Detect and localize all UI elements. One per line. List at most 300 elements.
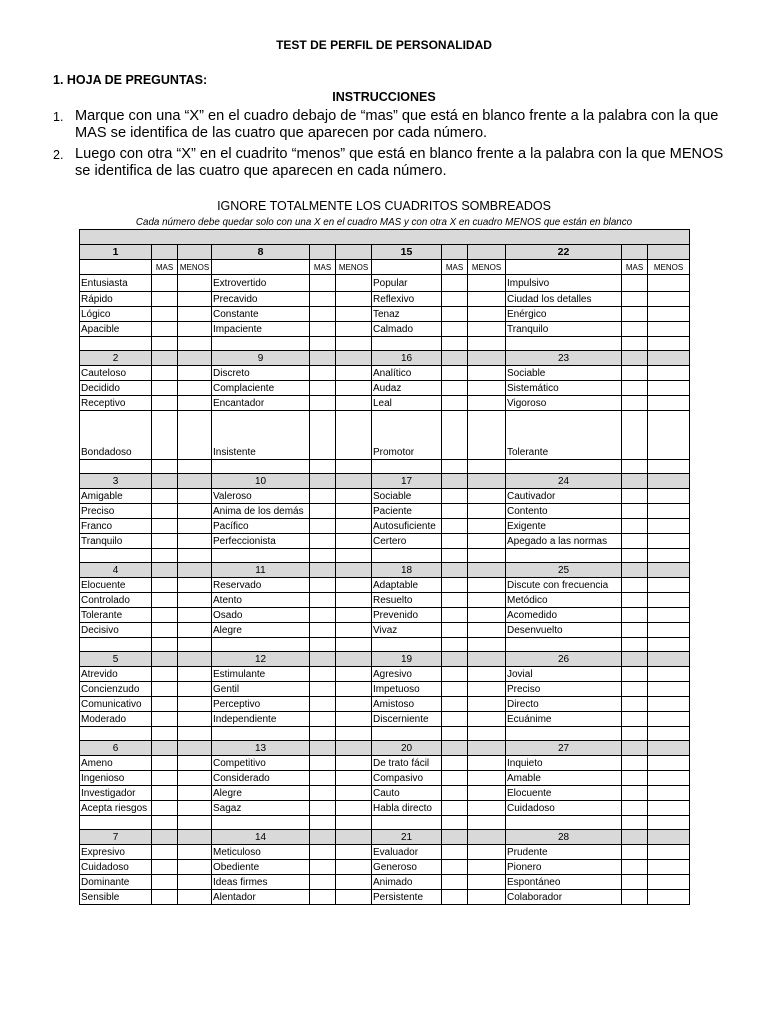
mas-checkbox[interactable]: [442, 411, 468, 460]
mas-checkbox[interactable]: [152, 890, 178, 905]
blank-cell: [152, 727, 178, 741]
blank-cell: [648, 816, 690, 830]
mas-checkbox[interactable]: [442, 489, 468, 504]
mas-checkbox[interactable]: [622, 756, 648, 771]
menos-checkbox[interactable]: [468, 682, 506, 697]
mas-checkbox[interactable]: [442, 366, 468, 381]
menos-checkbox[interactable]: [178, 578, 212, 593]
instructions-list: [53, 108, 733, 184]
blank-cell: [336, 638, 372, 652]
blank-cell: [648, 638, 690, 652]
blank-cell: [622, 727, 648, 741]
shaded-cell: [336, 245, 372, 260]
menos-checkbox[interactable]: [178, 890, 212, 905]
menos-checkbox[interactable]: [178, 682, 212, 697]
mas-checkbox[interactable]: [442, 786, 468, 801]
menos-checkbox[interactable]: [178, 771, 212, 786]
shaded-cell: [442, 741, 468, 756]
mas-checkbox[interactable]: [622, 411, 648, 460]
mas-checkbox[interactable]: [442, 608, 468, 623]
word-label: Comunicativo: [80, 697, 152, 712]
instruction-text: Marque con una “X” en el cuadro debajo de “mas” que está en blanco frente a la palabra con la que MAS se identifica de las cuatro que aparecen por cada número.: [75, 108, 719, 141]
mas-checkbox[interactable]: [442, 292, 468, 307]
mas-checkbox[interactable]: [152, 801, 178, 816]
menos-checkbox[interactable]: [178, 697, 212, 712]
mas-checkbox[interactable]: [622, 623, 648, 638]
menos-checkbox[interactable]: [468, 504, 506, 519]
mas-checkbox[interactable]: [310, 366, 336, 381]
top-shaded-row: [80, 230, 690, 245]
word-label: Discreto: [212, 366, 310, 381]
mas-checkbox[interactable]: [442, 381, 468, 396]
mas-checkbox[interactable]: [310, 756, 336, 771]
header-blank: [212, 260, 310, 275]
menos-checkbox[interactable]: [648, 504, 690, 519]
menos-checkbox[interactable]: [178, 786, 212, 801]
menos-checkbox[interactable]: [336, 275, 372, 292]
menos-checkbox[interactable]: [178, 593, 212, 608]
word-label: Encantador: [212, 396, 310, 411]
menos-checkbox[interactable]: [336, 890, 372, 905]
mas-checkbox[interactable]: [310, 396, 336, 411]
group-number: 3: [80, 474, 152, 489]
menos-checkbox[interactable]: [336, 786, 372, 801]
blank-cell: [622, 337, 648, 351]
word-label: Franco: [80, 519, 152, 534]
mas-checkbox[interactable]: [310, 411, 336, 460]
shaded-cell: [648, 474, 690, 489]
word-label: Tenaz: [372, 307, 442, 322]
menos-checkbox[interactable]: [336, 623, 372, 638]
menos-checkbox[interactable]: [336, 697, 372, 712]
menos-checkbox[interactable]: [468, 845, 506, 860]
word-row: [80, 307, 690, 322]
mas-checkbox[interactable]: [622, 275, 648, 292]
menos-checkbox[interactable]: [468, 489, 506, 504]
menos-checkbox[interactable]: [336, 396, 372, 411]
mas-checkbox[interactable]: [152, 682, 178, 697]
menos-checkbox[interactable]: [178, 275, 212, 292]
mas-checkbox[interactable]: [310, 801, 336, 816]
mas-checkbox[interactable]: [310, 712, 336, 727]
word-row: [80, 275, 690, 292]
menos-checkbox[interactable]: [336, 411, 372, 460]
mas-checkbox[interactable]: [622, 307, 648, 322]
word-label: Discerniente: [372, 712, 442, 727]
menos-checkbox[interactable]: [648, 275, 690, 292]
menos-checkbox[interactable]: [468, 411, 506, 460]
blank-cell: [178, 638, 212, 652]
menos-checkbox[interactable]: [336, 381, 372, 396]
menos-checkbox[interactable]: [178, 489, 212, 504]
mas-checkbox[interactable]: [622, 504, 648, 519]
menos-checkbox[interactable]: [648, 322, 690, 337]
mas-checkbox[interactable]: [442, 890, 468, 905]
word-label: Expresivo: [80, 845, 152, 860]
menos-checkbox[interactable]: [336, 366, 372, 381]
menos-checkbox[interactable]: [468, 534, 506, 549]
menos-checkbox[interactable]: [468, 875, 506, 890]
menos-checkbox[interactable]: [336, 875, 372, 890]
menos-checkbox[interactable]: [336, 667, 372, 682]
mas-checkbox[interactable]: [622, 519, 648, 534]
menos-checkbox[interactable]: [336, 292, 372, 307]
menos-checkbox[interactable]: [468, 623, 506, 638]
mas-checkbox[interactable]: [152, 875, 178, 890]
mas-checkbox[interactable]: [442, 845, 468, 860]
blank-cell: [442, 460, 468, 474]
menos-header: MENOS: [336, 260, 372, 275]
mas-checkbox[interactable]: [152, 667, 178, 682]
shaded-cell: [310, 652, 336, 667]
shaded-cell: [336, 351, 372, 366]
mas-checkbox[interactable]: [622, 534, 648, 549]
mas-checkbox[interactable]: [152, 697, 178, 712]
word-row: [80, 786, 690, 801]
mas-checkbox[interactable]: [442, 578, 468, 593]
menos-checkbox[interactable]: [648, 845, 690, 860]
mas-checkbox[interactable]: [152, 593, 178, 608]
menos-checkbox[interactable]: [648, 712, 690, 727]
mas-checkbox[interactable]: [310, 489, 336, 504]
mas-checkbox[interactable]: [622, 771, 648, 786]
shaded-cell: [622, 830, 648, 845]
mas-checkbox[interactable]: [310, 292, 336, 307]
mas-checkbox[interactable]: [310, 608, 336, 623]
instruction-text: Luego con otra “X” en el cuadrito “menos” que está en blanco frente a la palabra con la que MENOS se identifica de las cuatro que aparecen en cada número.: [75, 146, 724, 179]
menos-checkbox[interactable]: [178, 667, 212, 682]
menos-checkbox[interactable]: [648, 366, 690, 381]
menos-checkbox[interactable]: [336, 578, 372, 593]
blank-cell: [310, 549, 336, 563]
mas-checkbox[interactable]: [442, 322, 468, 337]
mas-checkbox[interactable]: [442, 771, 468, 786]
word-label: Cuidadoso: [80, 860, 152, 875]
mas-checkbox[interactable]: [442, 756, 468, 771]
menos-checkbox[interactable]: [468, 667, 506, 682]
mas-checkbox[interactable]: [152, 307, 178, 322]
mas-checkbox[interactable]: [442, 275, 468, 292]
menos-checkbox[interactable]: [468, 396, 506, 411]
mas-checkbox[interactable]: [152, 366, 178, 381]
mas-checkbox[interactable]: [622, 593, 648, 608]
group-number: 19: [372, 652, 442, 667]
mas-checkbox[interactable]: [622, 608, 648, 623]
menos-checkbox[interactable]: [178, 623, 212, 638]
menos-checkbox[interactable]: [648, 381, 690, 396]
group-number: 6: [80, 741, 152, 756]
mas-checkbox[interactable]: [152, 771, 178, 786]
shaded-cell: [152, 741, 178, 756]
menos-checkbox[interactable]: [648, 578, 690, 593]
mas-checkbox[interactable]: [622, 845, 648, 860]
menos-checkbox[interactable]: [178, 504, 212, 519]
mas-checkbox[interactable]: [310, 845, 336, 860]
blank-cell: [442, 638, 468, 652]
word-label: Promotor: [372, 411, 442, 460]
mas-checkbox[interactable]: [442, 534, 468, 549]
mas-checkbox[interactable]: [442, 682, 468, 697]
menos-checkbox[interactable]: [468, 756, 506, 771]
mas-checkbox[interactable]: [152, 396, 178, 411]
mas-checkbox[interactable]: [622, 381, 648, 396]
menos-checkbox[interactable]: [468, 307, 506, 322]
mas-checkbox[interactable]: [310, 697, 336, 712]
word-row: [80, 667, 690, 682]
word-label: Insistente: [212, 411, 310, 460]
mas-checkbox[interactable]: [152, 381, 178, 396]
mas-checkbox[interactable]: [442, 875, 468, 890]
word-label: Animado: [372, 875, 442, 890]
shaded-cell: [622, 741, 648, 756]
mas-checkbox[interactable]: [622, 578, 648, 593]
menos-checkbox[interactable]: [468, 801, 506, 816]
mas-checkbox[interactable]: [152, 712, 178, 727]
menos-checkbox[interactable]: [648, 756, 690, 771]
mas-checkbox[interactable]: [442, 667, 468, 682]
word-label: Meticuloso: [212, 845, 310, 860]
menos-checkbox[interactable]: [468, 608, 506, 623]
word-label: Compasivo: [372, 771, 442, 786]
menos-checkbox[interactable]: [648, 307, 690, 322]
shaded-cell: [152, 652, 178, 667]
menos-checkbox[interactable]: [468, 712, 506, 727]
menos-checkbox[interactable]: [178, 322, 212, 337]
menos-checkbox[interactable]: [468, 366, 506, 381]
menos-checkbox[interactable]: [178, 366, 212, 381]
menos-checkbox[interactable]: [648, 860, 690, 875]
menos-checkbox[interactable]: [178, 608, 212, 623]
word-label: Discute con frecuencia: [506, 578, 622, 593]
mas-checkbox[interactable]: [442, 504, 468, 519]
mas-checkbox[interactable]: [622, 682, 648, 697]
menos-checkbox[interactable]: [648, 771, 690, 786]
menos-checkbox[interactable]: [178, 875, 212, 890]
mas-checkbox[interactable]: [622, 890, 648, 905]
mas-checkbox[interactable]: [622, 801, 648, 816]
mas-checkbox[interactable]: [310, 890, 336, 905]
mas-checkbox[interactable]: [442, 519, 468, 534]
word-label: Metódico: [506, 593, 622, 608]
mas-checkbox[interactable]: [310, 623, 336, 638]
mas-checkbox[interactable]: [310, 578, 336, 593]
mas-checkbox[interactable]: [152, 322, 178, 337]
word-label: Enérgico: [506, 307, 622, 322]
mas-checkbox[interactable]: [442, 623, 468, 638]
mas-checkbox[interactable]: [310, 275, 336, 292]
mas-checkbox[interactable]: [310, 682, 336, 697]
mas-checkbox[interactable]: [152, 489, 178, 504]
menos-checkbox[interactable]: [336, 504, 372, 519]
mas-checkbox[interactable]: [442, 396, 468, 411]
mas-checkbox[interactable]: [152, 504, 178, 519]
menos-checkbox[interactable]: [178, 292, 212, 307]
spacer-row: [80, 727, 690, 741]
menos-checkbox[interactable]: [336, 860, 372, 875]
word-label: Calmado: [372, 322, 442, 337]
mas-checkbox[interactable]: [622, 786, 648, 801]
mas-checkbox[interactable]: [310, 667, 336, 682]
menos-checkbox[interactable]: [336, 712, 372, 727]
menos-checkbox[interactable]: [648, 593, 690, 608]
word-label: Bondadoso: [80, 411, 152, 460]
mas-checkbox[interactable]: [310, 322, 336, 337]
ignore-note: IGNORE TOTALMENTE LOS CUADRITOS SOMBREADOS: [217, 199, 551, 213]
menos-checkbox[interactable]: [336, 801, 372, 816]
mas-checkbox[interactable]: [622, 292, 648, 307]
menos-checkbox[interactable]: [336, 682, 372, 697]
menos-checkbox[interactable]: [178, 307, 212, 322]
mas-checkbox[interactable]: [622, 697, 648, 712]
menos-checkbox[interactable]: [336, 593, 372, 608]
menos-checkbox[interactable]: [336, 307, 372, 322]
mas-checkbox[interactable]: [310, 786, 336, 801]
mas-checkbox[interactable]: [152, 411, 178, 460]
menos-checkbox[interactable]: [648, 534, 690, 549]
menos-checkbox[interactable]: [648, 697, 690, 712]
mas-checkbox[interactable]: [310, 593, 336, 608]
mas-checkbox[interactable]: [310, 771, 336, 786]
menos-checkbox[interactable]: [648, 667, 690, 682]
mas-checkbox[interactable]: [152, 623, 178, 638]
mas-checkbox[interactable]: [442, 860, 468, 875]
menos-checkbox[interactable]: [178, 756, 212, 771]
menos-checkbox[interactable]: [648, 875, 690, 890]
mas-checkbox[interactable]: [152, 786, 178, 801]
mas-checkbox[interactable]: [622, 489, 648, 504]
mas-checkbox[interactable]: [152, 275, 178, 292]
mas-checkbox[interactable]: [310, 519, 336, 534]
word-label: Jovial: [506, 667, 622, 682]
menos-checkbox[interactable]: [648, 786, 690, 801]
mas-checkbox[interactable]: [622, 667, 648, 682]
menos-checkbox[interactable]: [178, 411, 212, 460]
mas-checkbox[interactable]: [442, 712, 468, 727]
word-label: Agresivo: [372, 667, 442, 682]
word-label: Generoso: [372, 860, 442, 875]
blank-cell: [310, 638, 336, 652]
menos-checkbox[interactable]: [648, 396, 690, 411]
menos-checkbox[interactable]: [468, 292, 506, 307]
mas-checkbox[interactable]: [152, 578, 178, 593]
menos-checkbox[interactable]: [468, 697, 506, 712]
menos-checkbox[interactable]: [648, 519, 690, 534]
word-label: Cauteloso: [80, 366, 152, 381]
mas-checkbox[interactable]: [442, 593, 468, 608]
menos-checkbox[interactable]: [336, 756, 372, 771]
menos-checkbox[interactable]: [178, 845, 212, 860]
word-row: [80, 504, 690, 519]
shaded-cell: [442, 245, 468, 260]
mas-checkbox[interactable]: [442, 801, 468, 816]
menos-checkbox[interactable]: [648, 623, 690, 638]
blank-cell: [336, 337, 372, 351]
mas-checkbox[interactable]: [310, 534, 336, 549]
word-label: Lógico: [80, 307, 152, 322]
mas-checkbox[interactable]: [310, 307, 336, 322]
word-label: Analítico: [372, 366, 442, 381]
mas-checkbox[interactable]: [442, 307, 468, 322]
group-number: 27: [506, 741, 622, 756]
blank-cell: [178, 816, 212, 830]
mas-checkbox[interactable]: [310, 875, 336, 890]
menos-checkbox[interactable]: [336, 608, 372, 623]
menos-checkbox[interactable]: [178, 396, 212, 411]
mas-checkbox[interactable]: [310, 504, 336, 519]
word-label: Contento: [506, 504, 622, 519]
menos-checkbox[interactable]: [178, 381, 212, 396]
menos-checkbox[interactable]: [468, 593, 506, 608]
menos-checkbox[interactable]: [468, 771, 506, 786]
mas-checkbox[interactable]: [152, 756, 178, 771]
menos-checkbox[interactable]: [648, 489, 690, 504]
menos-checkbox[interactable]: [178, 519, 212, 534]
menos-checkbox[interactable]: [178, 534, 212, 549]
menos-checkbox[interactable]: [468, 519, 506, 534]
mas-checkbox[interactable]: [622, 396, 648, 411]
menos-checkbox[interactable]: [468, 275, 506, 292]
mas-checkbox[interactable]: [442, 697, 468, 712]
word-label: Cauto: [372, 786, 442, 801]
word-label: Reflexivo: [372, 292, 442, 307]
mas-checkbox[interactable]: [622, 712, 648, 727]
menos-checkbox[interactable]: [336, 534, 372, 549]
header-blank: [80, 260, 152, 275]
menos-checkbox[interactable]: [336, 489, 372, 504]
menos-checkbox[interactable]: [336, 845, 372, 860]
mas-checkbox[interactable]: [152, 608, 178, 623]
menos-checkbox[interactable]: [468, 786, 506, 801]
word-label: Sagaz: [212, 801, 310, 816]
blank-cell: [212, 460, 310, 474]
menos-checkbox[interactable]: [468, 322, 506, 337]
menos-checkbox[interactable]: [648, 890, 690, 905]
mas-checkbox[interactable]: [152, 860, 178, 875]
word-label: Atento: [212, 593, 310, 608]
word-label: Inquieto: [506, 756, 622, 771]
menos-checkbox[interactable]: [648, 411, 690, 460]
mas-checkbox[interactable]: [622, 366, 648, 381]
menos-checkbox[interactable]: [468, 381, 506, 396]
menos-checkbox[interactable]: [178, 712, 212, 727]
mas-checkbox[interactable]: [622, 860, 648, 875]
menos-checkbox[interactable]: [468, 890, 506, 905]
group-number-row: [80, 245, 690, 260]
word-row: [80, 593, 690, 608]
mas-checkbox[interactable]: [622, 875, 648, 890]
menos-checkbox[interactable]: [178, 860, 212, 875]
menos-checkbox[interactable]: [468, 578, 506, 593]
menos-checkbox[interactable]: [648, 801, 690, 816]
mas-checkbox[interactable]: [152, 845, 178, 860]
menos-checkbox[interactable]: [468, 860, 506, 875]
menos-checkbox[interactable]: [336, 322, 372, 337]
mas-checkbox[interactable]: [310, 860, 336, 875]
menos-checkbox[interactable]: [336, 519, 372, 534]
menos-checkbox[interactable]: [336, 771, 372, 786]
menos-checkbox[interactable]: [648, 292, 690, 307]
menos-checkbox[interactable]: [648, 608, 690, 623]
mas-checkbox[interactable]: [310, 381, 336, 396]
word-label: Rápido: [80, 292, 152, 307]
word-label: Sociable: [506, 366, 622, 381]
menos-checkbox[interactable]: [648, 682, 690, 697]
menos-checkbox[interactable]: [178, 801, 212, 816]
mas-checkbox[interactable]: [152, 534, 178, 549]
mas-checkbox[interactable]: [152, 292, 178, 307]
mas-checkbox[interactable]: [152, 519, 178, 534]
mas-checkbox[interactable]: [622, 322, 648, 337]
